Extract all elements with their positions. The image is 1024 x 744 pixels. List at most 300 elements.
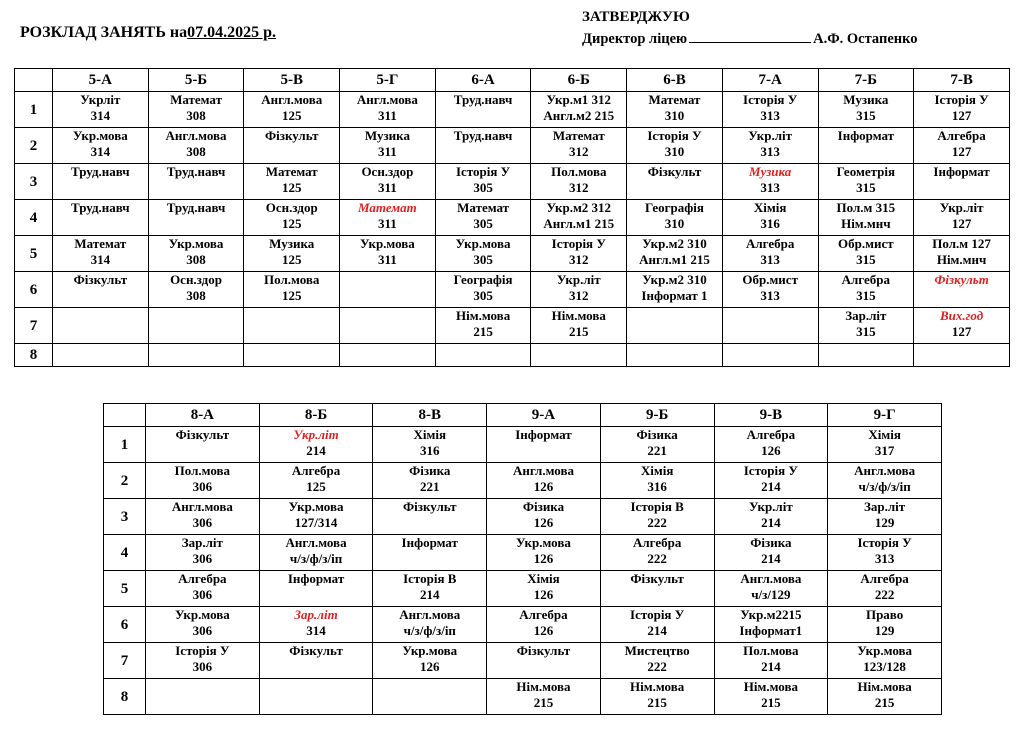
room-number: 222: [874, 587, 895, 602]
schedule-cell: [340, 308, 436, 344]
subject-name: Інформат: [287, 571, 345, 586]
subject-name: Історія У: [551, 236, 606, 251]
class-header: 9-Б: [600, 404, 714, 427]
lesson-row: [15, 308, 1010, 344]
room-number: ч/з/ф/з/іп: [403, 623, 456, 638]
room-number: 129: [874, 623, 895, 638]
subject-name: Англ.мова: [165, 128, 227, 143]
room-number: 313: [760, 144, 780, 159]
schedule-cell: [627, 308, 723, 344]
subject-name: Алгебра: [519, 607, 568, 622]
room-number: 314: [90, 108, 111, 123]
schedule-cell: [600, 535, 714, 571]
schedule-cell: [53, 92, 149, 128]
room-number: 127: [951, 216, 972, 231]
schedule-cell: [53, 308, 149, 344]
room-number: 215: [533, 695, 554, 710]
schedule-cell: [373, 643, 487, 679]
room-number: 314: [90, 144, 111, 159]
room-number: 317: [874, 443, 895, 458]
lesson-number: 4: [104, 535, 146, 571]
room-number: 312: [569, 252, 589, 267]
schedule-cell: [244, 344, 340, 367]
lesson-number: 5: [15, 236, 53, 272]
subject-name: Алгебра: [178, 571, 227, 586]
schedule-cell: [487, 427, 601, 463]
class-header: 8-А: [146, 404, 260, 427]
room-number: 311: [378, 180, 397, 195]
subject-name: Англ.мова: [512, 463, 574, 478]
room-number: ч/з/ф/з/іп: [858, 479, 911, 494]
schedule-cell: [53, 344, 149, 367]
subject-name: Математ: [552, 128, 605, 143]
subject-name: Англ.мова: [356, 92, 418, 107]
room-number: 221: [647, 443, 667, 458]
director-label: Директор ліцею: [582, 31, 688, 47]
room-number: 306: [192, 515, 213, 530]
subject-name: Історія У: [743, 463, 798, 478]
subject-name: Укр.м2 310: [642, 272, 707, 287]
subject-name: Укр.літ: [748, 499, 793, 514]
lesson-row: [15, 344, 1010, 367]
director-name: А.Ф. Остапенко: [813, 31, 918, 47]
room-number: 215: [647, 695, 667, 710]
subject-name: Укр.мова: [72, 128, 128, 143]
schedule-cell: [373, 679, 487, 715]
schedule-cell: [627, 344, 723, 367]
subject-name: Хімія: [753, 200, 787, 215]
room-number: 305: [473, 180, 493, 195]
subject-name: Хімія: [527, 571, 560, 586]
lesson-row: [104, 463, 942, 499]
room-number: Англ.м1 215: [543, 216, 615, 231]
schedule-cell: [435, 344, 531, 367]
subject-name: Алгебра: [746, 427, 796, 442]
class-header: 8-Б: [259, 404, 373, 427]
schedule-cell: [148, 128, 244, 164]
room-number: 214: [647, 623, 667, 638]
schedule-cell: [340, 128, 436, 164]
schedule-cell: [627, 200, 723, 236]
subject-name: Пол.м 315: [836, 200, 896, 215]
subject-name: Алгебра: [860, 571, 909, 586]
subject-name: Зар.літ: [845, 308, 887, 323]
schedule-cell: [828, 463, 942, 499]
schedule-cell: [914, 344, 1010, 367]
room-number: 126: [533, 587, 554, 602]
subject-name: Математ: [457, 200, 510, 215]
lesson-number: 6: [15, 272, 53, 308]
room-number: 126: [533, 515, 554, 530]
schedule-cell: [148, 272, 244, 308]
class-header: 5-В: [244, 69, 340, 92]
schedule-cell: [259, 535, 373, 571]
schedule-cell: [627, 164, 723, 200]
lesson-number: 1: [15, 92, 53, 128]
room-number: 215: [874, 695, 895, 710]
class-header: 8-В: [373, 404, 487, 427]
schedule-cell: [244, 236, 340, 272]
schedule-cell: [914, 236, 1010, 272]
subject-name: Фізика: [750, 535, 792, 550]
schedule-cell: [340, 200, 436, 236]
subject-name: Музика: [269, 236, 315, 251]
subject-name: Укрліт: [80, 92, 121, 107]
schedule-cell: [714, 643, 828, 679]
schedule-cell: [244, 128, 340, 164]
schedule-cell: [148, 200, 244, 236]
subject-name: Укр.літ: [748, 128, 793, 143]
schedule-cell: [259, 607, 373, 643]
room-number: 126: [533, 623, 554, 638]
subject-name: Нім.мова: [630, 679, 685, 694]
subject-name: Укр.літ: [939, 200, 984, 215]
schedule-cell: [244, 200, 340, 236]
room-number: 315: [856, 324, 876, 339]
lesson-row: [15, 236, 1010, 272]
room-number: 306: [192, 551, 213, 566]
room-number: 214: [420, 587, 440, 602]
subject-name: Геометрія: [836, 164, 896, 179]
room-number: 315: [856, 108, 876, 123]
schedule-cell: [244, 92, 340, 128]
subject-name: Англ.мова: [854, 463, 916, 478]
lesson-row: [104, 679, 942, 715]
room-number: 222: [647, 659, 667, 674]
schedule-cell: [373, 535, 487, 571]
subject-name: Укр.м2 310: [642, 236, 707, 251]
room-number: 310: [664, 216, 685, 231]
schedule-cell: [627, 92, 723, 128]
room-number: 126: [761, 443, 781, 458]
room-number: 315: [856, 252, 876, 267]
schedule-cell: [914, 92, 1010, 128]
subject-name: Хімія: [868, 427, 901, 442]
room-number: Інформат 1: [641, 288, 708, 303]
class-header: 5-Г: [340, 69, 436, 92]
room-number: Нім.мнч: [841, 216, 891, 231]
lesson-row: [104, 571, 942, 607]
schedule-cell: [373, 607, 487, 643]
schedule-cell: [146, 679, 260, 715]
schedule-table-grades-8-9: [103, 403, 942, 715]
subject-name: Англ.мова: [285, 535, 347, 550]
schedule-cell: [146, 571, 260, 607]
subject-name: Зар.літ: [294, 607, 338, 622]
room-number: 316: [760, 216, 780, 231]
subject-name: Фізкульт: [289, 643, 343, 658]
subject-name: Пол.м 127: [932, 236, 991, 251]
subject-name: Музика: [843, 92, 889, 107]
schedule-cell: [244, 272, 340, 308]
subject-name: Укр.мова: [359, 236, 415, 251]
lesson-row: [104, 607, 942, 643]
room-number: 127/314: [294, 515, 338, 530]
signature-blank: [689, 30, 811, 43]
schedule-cell: [146, 607, 260, 643]
subject-name: Фізкульт: [175, 427, 230, 442]
schedule-cell: [259, 571, 373, 607]
schedule-cell: [722, 200, 818, 236]
subject-name: Укр.літ: [293, 427, 339, 442]
subject-name: Обр.мист: [742, 272, 798, 287]
table-header-row: [15, 69, 1010, 92]
room-number: 313: [760, 180, 780, 195]
lesson-row: [104, 499, 942, 535]
schedule-cell: [340, 164, 436, 200]
class-header: 7-Б: [818, 69, 914, 92]
schedule-cell: [531, 92, 627, 128]
lesson-number: 3: [15, 164, 53, 200]
room-number: 123/128: [863, 659, 906, 674]
schedule-cell: [600, 679, 714, 715]
schedule-cell: [818, 308, 914, 344]
subject-name: Право: [865, 607, 904, 622]
schedule-cell: [714, 427, 828, 463]
subject-name: Історія У: [175, 643, 230, 658]
lesson-number: 4: [15, 200, 53, 236]
room-number: 215: [473, 324, 493, 339]
class-header: 9-А: [487, 404, 601, 427]
room-number: 125: [281, 252, 302, 267]
schedule-cell: [818, 164, 914, 200]
schedule-cell: [435, 164, 531, 200]
subject-name: Хімія: [413, 427, 446, 442]
lesson-row: [15, 128, 1010, 164]
schedule-cell: [435, 308, 531, 344]
subject-name: Фізкульт: [934, 272, 989, 287]
room-number: 311: [378, 144, 397, 159]
subject-name: Труд.навч: [453, 128, 513, 143]
room-number: 127: [951, 324, 972, 339]
schedule-cell: [818, 272, 914, 308]
room-number: ч/з/129: [751, 587, 791, 602]
schedule-cell: [531, 344, 627, 367]
lesson-number: 8: [15, 344, 53, 367]
subject-name: Фізика: [409, 463, 451, 478]
schedule-cell: [435, 92, 531, 128]
room-number: 127: [951, 108, 972, 123]
subject-name: Географія: [453, 272, 513, 287]
room-number: 215: [569, 324, 589, 339]
subject-name: Укр.мова: [857, 643, 913, 658]
schedule-cell: [531, 272, 627, 308]
schedule-cell: [531, 200, 627, 236]
schedule-cell: [244, 164, 340, 200]
subject-name: Укр.мова: [288, 499, 344, 514]
schedule-cell: [714, 571, 828, 607]
room-number: 126: [533, 479, 554, 494]
subject-name: Історія В: [403, 571, 457, 586]
schedule-cell: [487, 463, 601, 499]
schedule-cell: [435, 200, 531, 236]
subject-name: Англ.мова: [261, 92, 323, 107]
room-number: 125: [281, 180, 302, 195]
schedule-cell: [818, 236, 914, 272]
schedule-cell: [531, 236, 627, 272]
subject-name: Математ: [648, 92, 701, 107]
director-signature-line: [582, 30, 918, 48]
title-prefix: РОЗКЛАД ЗАНЯТЬ на: [20, 24, 188, 41]
schedule-cell: [340, 236, 436, 272]
schedule-cell: [714, 463, 828, 499]
room-number: 313: [760, 252, 780, 267]
class-header: 5-А: [53, 69, 149, 92]
room-number: 129: [874, 515, 895, 530]
class-header: 7-А: [722, 69, 818, 92]
schedule-cell: [914, 164, 1010, 200]
schedule-cell: [722, 308, 818, 344]
subject-name: Труд.навч: [71, 164, 130, 179]
schedule-cell: [828, 643, 942, 679]
schedule-cell: [914, 200, 1010, 236]
schedule-cell: [531, 308, 627, 344]
subject-name: Географія: [645, 200, 704, 215]
schedule-cell: [600, 499, 714, 535]
schedule-cell: [600, 427, 714, 463]
subject-name: Історія У: [857, 535, 912, 550]
subject-name: Англ.мова: [399, 607, 461, 622]
subject-name: Фізкульт: [647, 164, 702, 179]
subject-name: Зар.літ: [181, 535, 223, 550]
schedule-cell: [487, 571, 601, 607]
schedule-cell: [531, 164, 627, 200]
subject-name: Історія У: [743, 92, 798, 107]
subject-name: Математ: [74, 236, 127, 251]
lesson-row: [104, 535, 942, 571]
room-number: 313: [874, 551, 895, 566]
schedule-cell: [714, 607, 828, 643]
subject-name: Музика: [364, 128, 410, 143]
room-number: 222: [647, 515, 667, 530]
subject-name: Нім.мова: [551, 308, 606, 323]
subject-name: Пол.мова: [743, 643, 799, 658]
subject-name: Англ.мова: [740, 571, 802, 586]
schedule-cell: [914, 272, 1010, 308]
room-number: 126: [533, 551, 554, 566]
subject-name: Труд.навч: [453, 92, 513, 107]
schedule-cell: [828, 607, 942, 643]
subject-name: Музика: [749, 164, 792, 179]
schedule-cell: [148, 92, 244, 128]
lesson-number: 3: [104, 499, 146, 535]
lesson-number: 2: [15, 128, 53, 164]
subject-name: Укр.літ: [556, 272, 601, 287]
schedule-cell: [53, 236, 149, 272]
subject-name: Нім.мова: [516, 679, 571, 694]
schedule-cell: [244, 308, 340, 344]
lesson-number: 5: [104, 571, 146, 607]
class-header: 6-А: [435, 69, 531, 92]
schedule-cell: [600, 571, 714, 607]
room-number: ч/з/ф/з/іп: [289, 551, 343, 566]
room-number: 221: [420, 479, 440, 494]
lesson-number: 7: [15, 308, 53, 344]
schedule-cell: [487, 499, 601, 535]
subject-name: Вих.год: [939, 308, 984, 323]
room-number: 222: [647, 551, 667, 566]
subject-name: Обр.мист: [838, 236, 894, 251]
schedule-cell: [828, 535, 942, 571]
subject-name: Інформат: [401, 535, 458, 550]
room-number: 308: [186, 108, 206, 123]
approval-heading: ЗАТВЕРДЖУЮ: [582, 9, 690, 25]
schedule-cell: [722, 164, 818, 200]
room-number: 305: [473, 252, 493, 267]
room-number: 316: [420, 443, 440, 458]
subject-name: Інформат: [515, 427, 572, 442]
room-number: 126: [420, 659, 440, 674]
subject-name: Математ: [358, 200, 417, 215]
schedule-cell: [53, 200, 149, 236]
room-number: 214: [761, 479, 781, 494]
subject-name: Фізкульт: [264, 128, 319, 143]
subject-name: Алгебра: [937, 128, 986, 143]
schedule-cell: [259, 499, 373, 535]
schedule-cell: [722, 128, 818, 164]
room-number: 315: [856, 180, 876, 195]
room-number: 312: [569, 180, 589, 195]
schedule-cell: [373, 427, 487, 463]
subject-name: Укр.м2 312: [546, 200, 612, 215]
schedule-cell: [148, 308, 244, 344]
schedule-cell: [373, 499, 487, 535]
lesson-row: [15, 164, 1010, 200]
lesson-number: 8: [104, 679, 146, 715]
schedule-cell: [435, 128, 531, 164]
lesson-number-header: [104, 404, 146, 427]
lesson-number: 1: [104, 427, 146, 463]
subject-name: Історія У: [630, 607, 685, 622]
subject-name: Укр.мова: [455, 236, 511, 251]
room-number: Інформат1: [739, 623, 803, 638]
subject-name: Фізкульт: [402, 499, 457, 514]
room-number: Англ.м1 215: [639, 252, 710, 267]
schedule-cell: [148, 236, 244, 272]
room-number: 306: [192, 479, 213, 494]
schedule-cell: [714, 679, 828, 715]
room-number: 214: [761, 551, 781, 566]
class-header: 9-В: [714, 404, 828, 427]
schedule-cell: [53, 164, 149, 200]
room-number: Англ.м2 215: [543, 108, 615, 123]
room-number: 127: [951, 144, 972, 159]
schedule-cell: [714, 499, 828, 535]
schedule-cell: [148, 344, 244, 367]
schedule-cell: [259, 463, 373, 499]
schedule-cell: [722, 344, 818, 367]
subject-name: Історія У: [455, 164, 511, 179]
subject-name: Інформат: [933, 164, 990, 179]
subject-name: Алгебра: [745, 236, 795, 251]
subject-name: Хімія: [640, 463, 674, 478]
room-number: Нім.мнч: [936, 252, 987, 267]
subject-name: Математ: [170, 92, 222, 107]
schedule-cell: [435, 236, 531, 272]
lesson-number: 6: [104, 607, 146, 643]
schedule-cell: [53, 128, 149, 164]
room-number: 308: [186, 288, 206, 303]
schedule-cell: [914, 308, 1010, 344]
room-number: 314: [90, 252, 111, 267]
room-number: 308: [186, 144, 206, 159]
subject-name: Англ.мова: [171, 499, 233, 514]
subject-name: Пол.мова: [551, 164, 607, 179]
room-number: 305: [473, 216, 493, 231]
room-number: 306: [192, 587, 213, 602]
schedule-cell: [818, 128, 914, 164]
schedule-cell: [722, 236, 818, 272]
